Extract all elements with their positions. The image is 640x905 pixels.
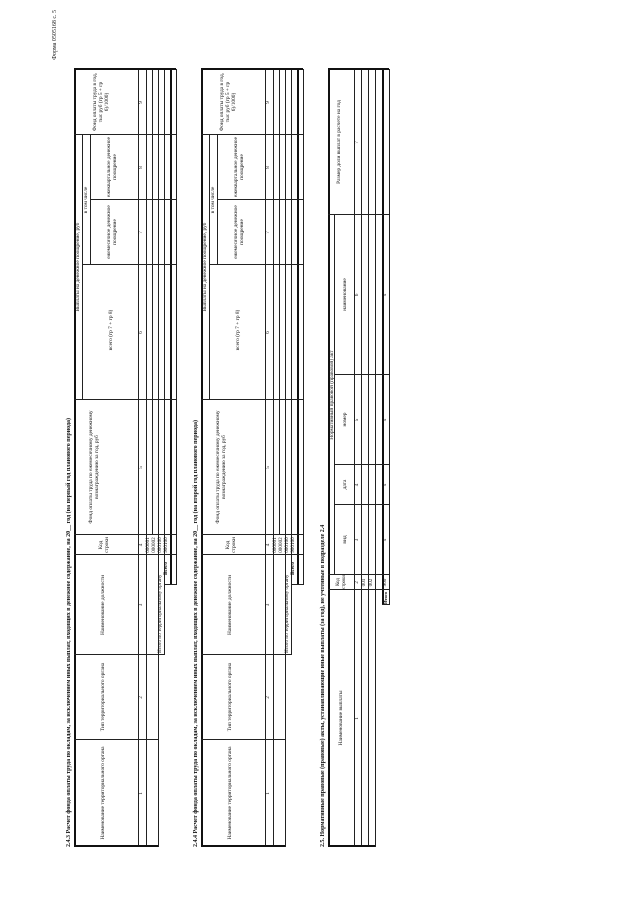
colnum: 4 xyxy=(265,543,271,547)
subtotal-code: 000100 xyxy=(157,537,163,553)
x-mark: x xyxy=(382,483,388,487)
col-payment-name: Наименование выплаты xyxy=(338,690,344,746)
row-code: 000001 xyxy=(272,537,278,553)
total-code: 900100 xyxy=(163,537,169,553)
col-quarterly: ежеквартальное денежное поощрение xyxy=(233,136,246,198)
col-total: всего (гр 7 + гр 8) xyxy=(235,309,241,351)
col-fund-year: Фонд оплаты труда в год, тыс руб (гр 5 + гр 6)/1000) xyxy=(92,72,111,132)
colnum: 7 xyxy=(138,231,144,234)
colnum: 7 xyxy=(265,231,271,234)
colnum: 9 xyxy=(138,101,144,104)
colnum: 3 xyxy=(354,538,360,542)
colnum: 6 xyxy=(138,331,144,334)
colnum: 1 xyxy=(354,717,360,720)
col-org-name: Наименование территориального органа xyxy=(100,746,106,840)
col-quarterly: ежеквартальное денежное поощрение xyxy=(106,136,119,198)
col-fund-year: Фонд оплаты труда в год, тыс руб (гр 5 + гр 6)/1000) xyxy=(219,72,238,132)
col-total: всего (гр 7 + гр 8) xyxy=(108,309,114,351)
col-amount: Размер доли выплат в расчете на год xyxy=(336,100,342,184)
colnum: 6 xyxy=(354,293,360,297)
subtotal-code: 000100 xyxy=(284,537,290,553)
col-org-name: Наименование территориального органа xyxy=(227,746,233,840)
subtotal-label: Итого по территориальному органу xyxy=(157,574,163,653)
col-monthly: ежемесячное денежное поощрение xyxy=(233,205,246,259)
x-mark: x xyxy=(382,293,388,297)
col-position: Наименование должности xyxy=(227,574,233,636)
total-label: Всего xyxy=(290,562,296,575)
colnum: 3 xyxy=(265,603,271,607)
col-number: номер xyxy=(342,412,348,427)
colnum: 5 xyxy=(138,466,144,469)
col-in-that-number: в том числе xyxy=(83,186,89,214)
row-code: 001 xyxy=(361,578,367,587)
colnum: 8 xyxy=(265,166,271,169)
colnum: 9 xyxy=(265,101,271,104)
colnum: 6 xyxy=(265,331,271,334)
total-code: 900100 xyxy=(290,537,296,553)
row-code: 000001 xyxy=(145,537,151,553)
colnum: 5 xyxy=(265,466,271,469)
colnum: 1 xyxy=(265,792,271,795)
colnum: 1 xyxy=(138,792,144,795)
col-type: вид xyxy=(342,535,348,544)
col-fund-salary: Фонд оплаты труда по ежемесячному денежному вознаграждению за год, руб xyxy=(88,410,101,524)
row-code: 002 xyxy=(368,578,374,587)
colnum: 4 xyxy=(354,483,360,487)
col-org-type: Тип территориального органа xyxy=(100,662,106,732)
section-244-title: 2.4.4 Расчет фонда оплаты труда по окладам, за исключением иных выплат, входящих в денежное содержание, на 20__ год (на второй год планового периода) xyxy=(193,420,199,847)
col-position: Наименование должности xyxy=(100,574,106,636)
colnum: 4 xyxy=(138,543,144,547)
colnum: 2 xyxy=(265,696,271,699)
col-payments-group: Выплаты на денежное поощрение, руб xyxy=(75,222,81,312)
col-org-type: Тип территориального органа xyxy=(227,662,233,732)
colnum: 2 xyxy=(138,696,144,699)
col-fund-salary: Фонд оплаты труда по ежемесячному денежному вознаграждению за год, руб xyxy=(215,410,228,524)
col-monthly: ежемесячное денежное поощрение xyxy=(106,205,119,259)
form-label: Форма 0505168 с. 5 xyxy=(52,10,58,60)
row-code: 000002 xyxy=(278,537,284,553)
colnum: 7 xyxy=(354,141,360,144)
section-25-title: 2.5. Нормативные правовые (правовые) акты, устанавливающие иные выплаты (за год), не учтенные в подразделе 2.4 xyxy=(320,524,326,847)
col-date: дата xyxy=(342,479,348,490)
subtotal-label: Итого по территориальному органу xyxy=(284,574,290,653)
col-in-that-number: в том числе xyxy=(210,186,216,214)
x-mark: x xyxy=(382,418,388,422)
colnum: 8 xyxy=(138,166,144,169)
colnum: 3 xyxy=(138,603,144,607)
colnum: 2 xyxy=(354,581,360,584)
col-code: Код строки xyxy=(225,537,238,553)
section-243-title: 2.4.3 Расчет фонда оплаты труда по окладам, за исключением иных выплат, входящих в денежное содержание, на 20__ год (на первый год планового периода) xyxy=(66,417,72,847)
total-label: Итого xyxy=(383,591,388,604)
x-mark: x xyxy=(382,538,388,542)
col-act-group: Нормативный правовой (правовой) акт xyxy=(329,350,335,440)
col-name: наименование xyxy=(342,278,348,311)
col-payments-group: Выплаты на денежное поощрение, руб xyxy=(202,222,208,312)
col-code: Код строки xyxy=(336,575,347,589)
total-label: Всего xyxy=(163,562,169,575)
col-code: Код строки xyxy=(98,537,111,553)
row-code: 000002 xyxy=(151,537,157,553)
colnum: 5 xyxy=(354,418,360,422)
total-code: 900 xyxy=(382,578,388,587)
